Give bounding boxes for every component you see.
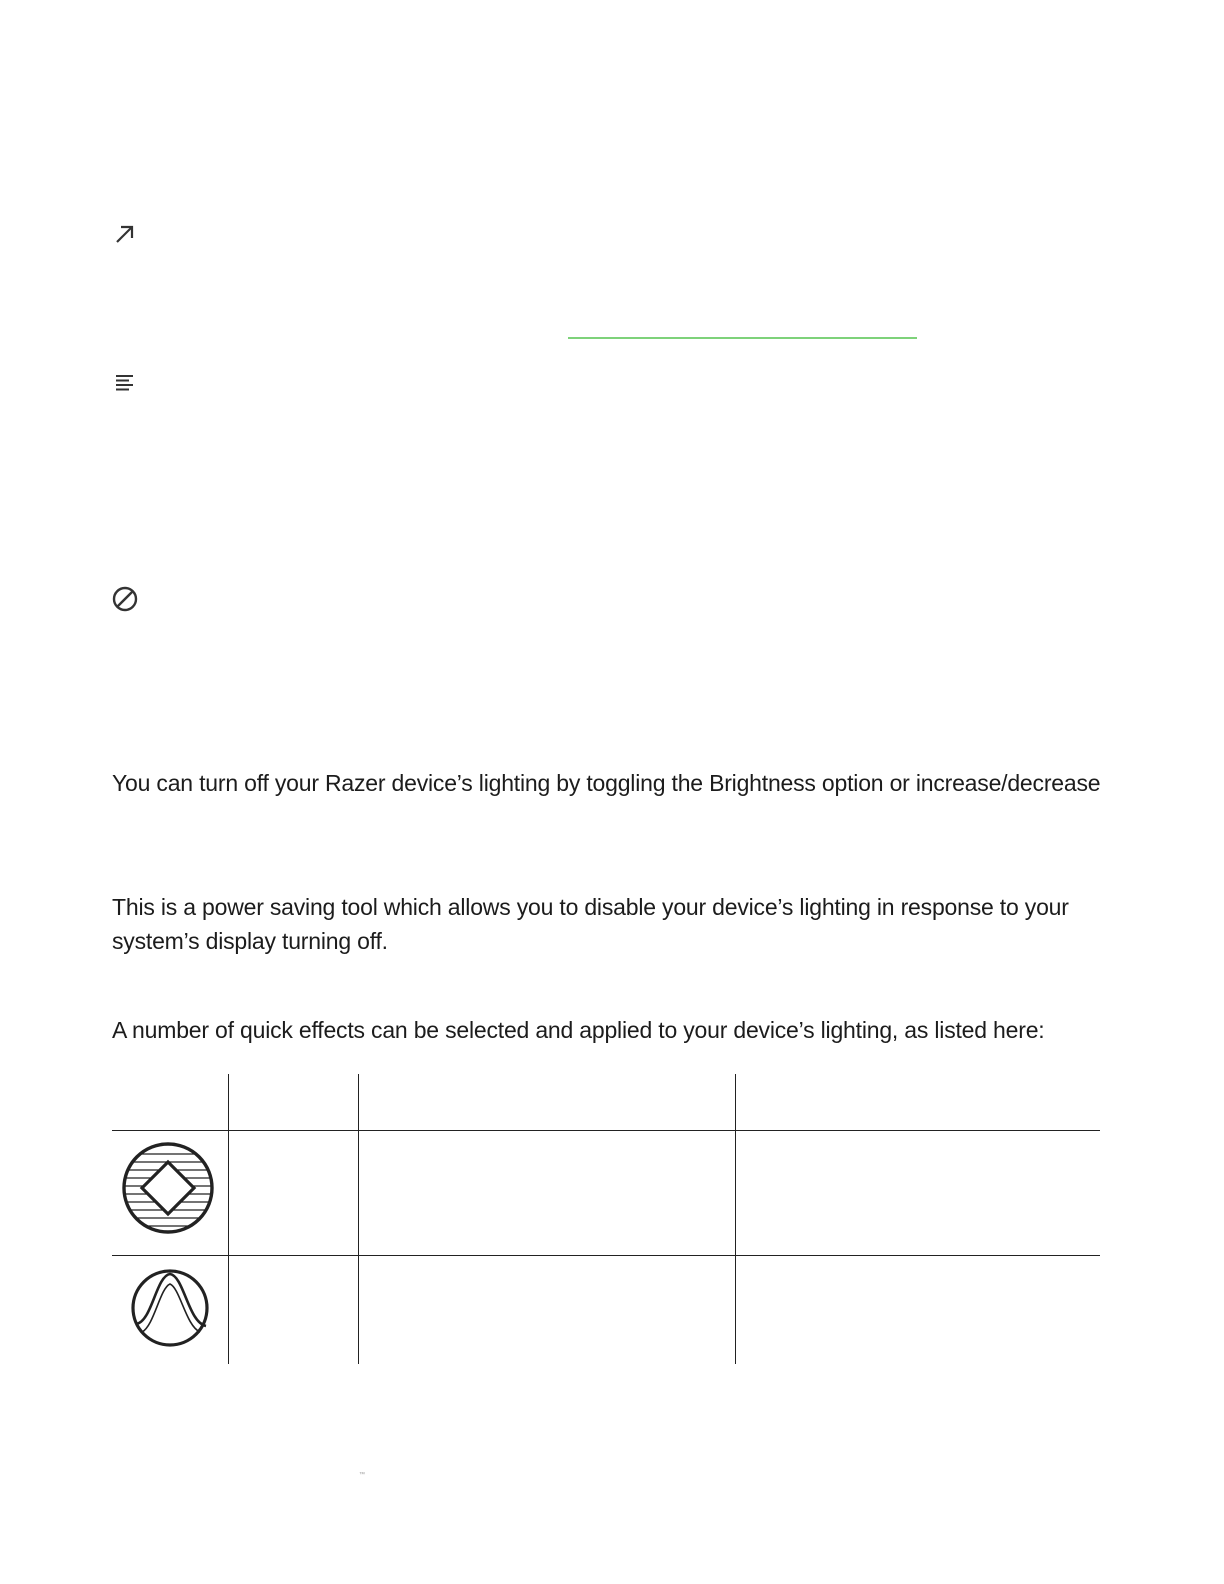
switch-off-paragraph-line-1: This is a power saving tool which allows you to disable your device’s lighting in response to your	[112, 894, 1069, 920]
table-header-divider	[112, 1130, 1100, 1131]
table-col-divider	[735, 1074, 736, 1364]
brightness-paragraph: You can turn off your Razer device’s lighting by toggling the Brightness option or increase/decrease	[112, 770, 1101, 796]
arrow-up-right-icon	[114, 223, 136, 245]
prohibited-icon	[111, 585, 139, 613]
breathing-effect-icon	[128, 1266, 212, 1350]
table-row-divider	[112, 1255, 1100, 1256]
trademark-mark: ™	[359, 1472, 365, 1478]
switch-off-paragraph-line-2: system’s display turning off.	[112, 928, 388, 954]
link-underline[interactable]	[568, 337, 917, 339]
quick-effects-paragraph: A number of quick effects can be selected and applied to your device’s lighting, as listed here:	[112, 1017, 1045, 1043]
static-effect-icon	[120, 1140, 216, 1236]
table-col-divider	[228, 1074, 229, 1364]
table-col-divider	[358, 1074, 359, 1364]
align-left-icon	[115, 373, 135, 393]
